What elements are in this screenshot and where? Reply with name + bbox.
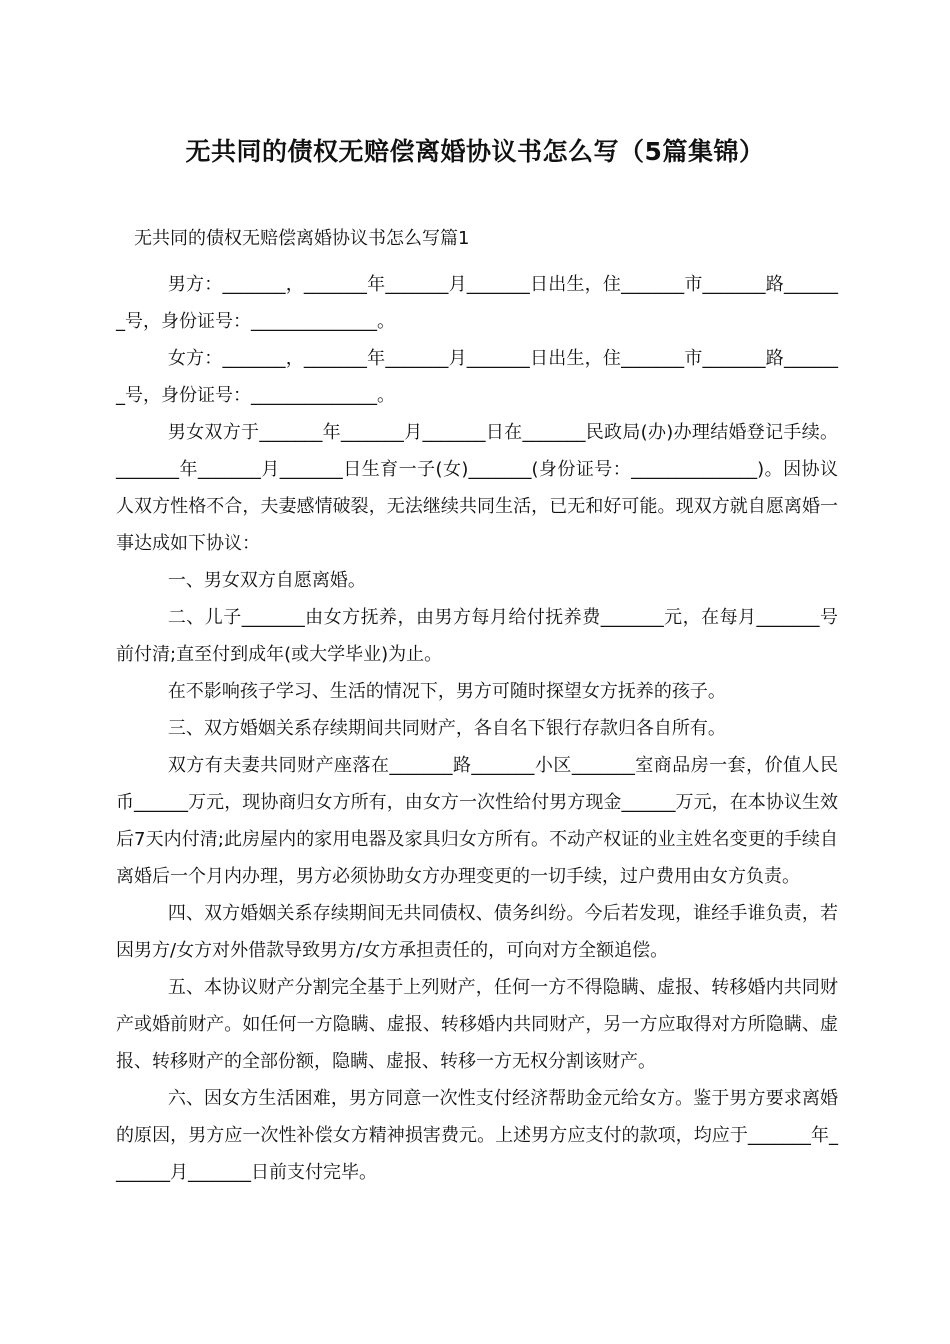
paragraph-husband-info: 男方：_______，_______年_______月_______日出生，住_______市_______路_______号，身份证号：______________。 bbox=[116, 274, 838, 332]
document-title: 无共同的债权无赔偿离婚协议书怎么写（5篇集锦） bbox=[185, 137, 765, 166]
paragraph-marriage-background: 男女双方于_______年_______月_______日在_______民政局(办)办理结婚登记手续。_______年_______月_______日生育一子(女)_______(身份证号：______________)。因协议人双方性格不合，夫妻感情破裂，无法继续共同生活，已无和好可能。现双方就自愿离婚一事达成如下协议： bbox=[116, 422, 838, 554]
paragraph-clause-1: 一、男女双方自愿离婚。 bbox=[167, 570, 366, 591]
paragraph-clause-5: 五、本协议财产分割完全基于上列财产，任何一方不得隐瞒、虚报、转移婚内共同财产或婚前财产。如任何一方隐瞒、虚报、转移婚内共同财产，另一方应取得对方所隐瞒、虚报、转移财产的全部份额，隐瞒、虚报、转移一方无权分割该财产。 bbox=[116, 977, 838, 1072]
paragraph-clause-6: 六、因女方生活困难，男方同意一次性支付经济帮助金元给女方。鉴于男方要求离婚的原因，男方应一次性补偿女方精神损害费元。上述男方应支付的款项，均应于_______年_______月_______日前支付完毕。 bbox=[116, 1088, 838, 1183]
section-title: 无共同的债权无赔偿离婚协议书怎么写篇1 bbox=[134, 228, 470, 249]
paragraph-clause-4: 四、双方婚姻关系存续期间无共同债权、债务纠纷。今后若发现，谁经手谁负责，若因男方/女方对外借款导致男方/女方承担责任的，可向对方全额追偿。 bbox=[116, 903, 838, 961]
paragraph-property: 双方有夫妻共同财产座落在_______路_______小区_______室商品房一套，价值人民币______万元，现协商归女方所有，由女方一次性给付男方现金______万元，在本协议生效后7天内付清;此房屋内的家用电器及家具归女方所有。不动产权证的业主姓名变更的手续自离婚后一个月内办理，男方必须协助女方办理变更的一切手续，过户费用由女方负责。 bbox=[116, 755, 838, 887]
paragraph-visitation: 在不影响孩子学习、生活的情况下，男方可随时探望女方抚养的孩子。 bbox=[167, 681, 726, 702]
paragraph-clause-2: 二、儿子_______由女方抚养，由男方每月给付抚养费_______元，在每月_______号前付清;直至付到成年(或大学毕业)为止。 bbox=[116, 607, 838, 665]
paragraph-wife-info: 女方：_______，_______年_______月_______日出生，住_______市_______路_______号，身份证号：______________。 bbox=[116, 348, 838, 406]
document-body bbox=[116, 224, 838, 1191]
paragraph-clause-3: 三、双方婚姻关系存续期间共同财产，各自名下银行存款归各自所有。 bbox=[167, 718, 726, 739]
